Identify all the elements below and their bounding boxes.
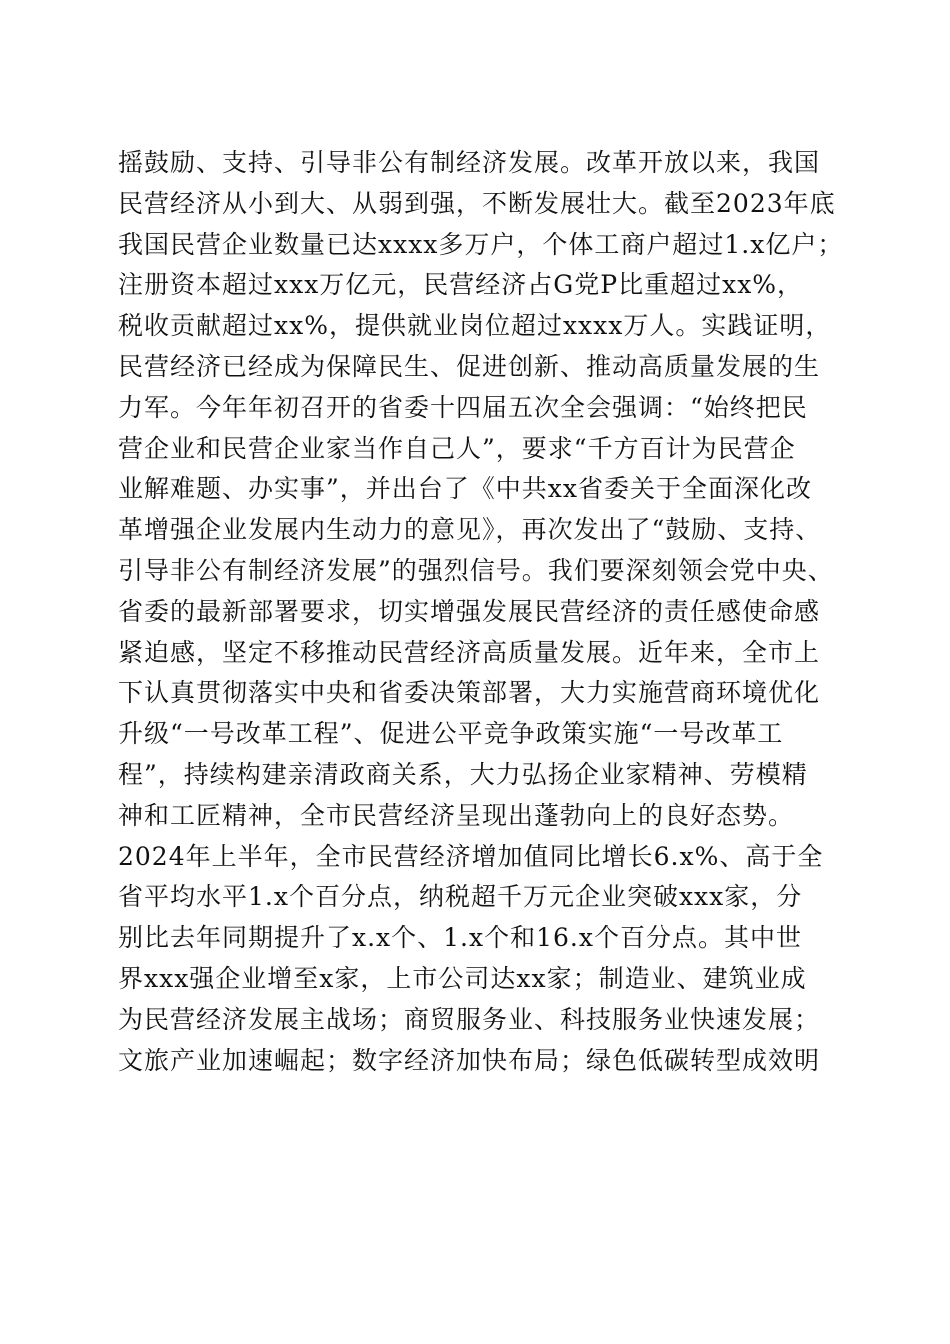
text-line: 民营经济从小到大、从弱到强，不断发展壮大。截至2023年底: [118, 188, 836, 218]
text-line: 业解难题、办实事”，并出台了《中共xx省委关于全面深化改: [118, 474, 812, 504]
text-line: 下认真贯彻落实中央和省委决策部署，大力实施营商环境优化: [118, 678, 821, 708]
text-line: 升级“一号改革工程”、促进公平竞争政策实施“一号改革工: [118, 719, 784, 749]
text-line: 为民营经济发展主战场；商贸服务业、科技服务业快速发展；: [118, 1004, 821, 1034]
text-line: 省平均水平1.x个百分点，纳税超千万元企业突破xxx家，分: [118, 882, 803, 912]
text-line: 文旅产业加速崛起；数字经济加快布局；绿色低碳转型成效明: [118, 1045, 821, 1075]
text-line: 民营经济已经成为保障民生、促进创新、推动高质量发展的生: [118, 351, 821, 381]
text-line: 神和工匠精神，全市民营经济呈现出蓬勃向上的良好态势。: [118, 800, 795, 830]
text-line: 引导非公有制经济发展”的强烈信号。我们要深刻领会党中央、: [118, 555, 834, 585]
text-line: 别比去年同期提升了x.x个、1.x个和16.x个百分点。其中世: [118, 923, 802, 953]
body-text: [118, 143, 848, 1081]
text-line: 紧迫感，坚定不移推动民营经济高质量发展。近年来，全市上: [118, 637, 821, 667]
text-line: 省委的最新部署要求，切实增强发展民营经济的责任感使命感: [118, 596, 821, 626]
text-line: 税收贡献超过xx%，提供就业岗位超过xxxx万人。实践证明，: [118, 311, 832, 341]
text-line: 注册资本超过xxx万亿元，民营经济占G党P比重超过xx%，: [118, 270, 804, 300]
text-line: 程”，持续构建亲清政商关系，大力弘扬企业家精神、劳模精: [118, 759, 808, 789]
text-line: 2024年上半年，全市民营经济增加值同比增长6.x%、高于全: [118, 841, 824, 871]
text-line: 革增强企业发展内生动力的意见》，再次发出了“鼓励、支持、: [118, 515, 822, 545]
text-line: 我国民营企业数量已达xxxx多万户，个体工商户超过1.x亿户；: [118, 229, 844, 259]
text-line: 界xxx强企业增至x家，上市公司达xx家；制造业、建筑业成: [118, 963, 807, 993]
text-line: 营企业和民营企业家当作自己人”，要求“千方百计为民营企: [118, 433, 796, 463]
text-line: 摇鼓励、支持、引导非公有制经济发展。改革开放以来，我国: [118, 148, 821, 177]
text-line: 力军。今年年初召开的省委十四届五次全会强调：“始终把民: [118, 392, 808, 422]
